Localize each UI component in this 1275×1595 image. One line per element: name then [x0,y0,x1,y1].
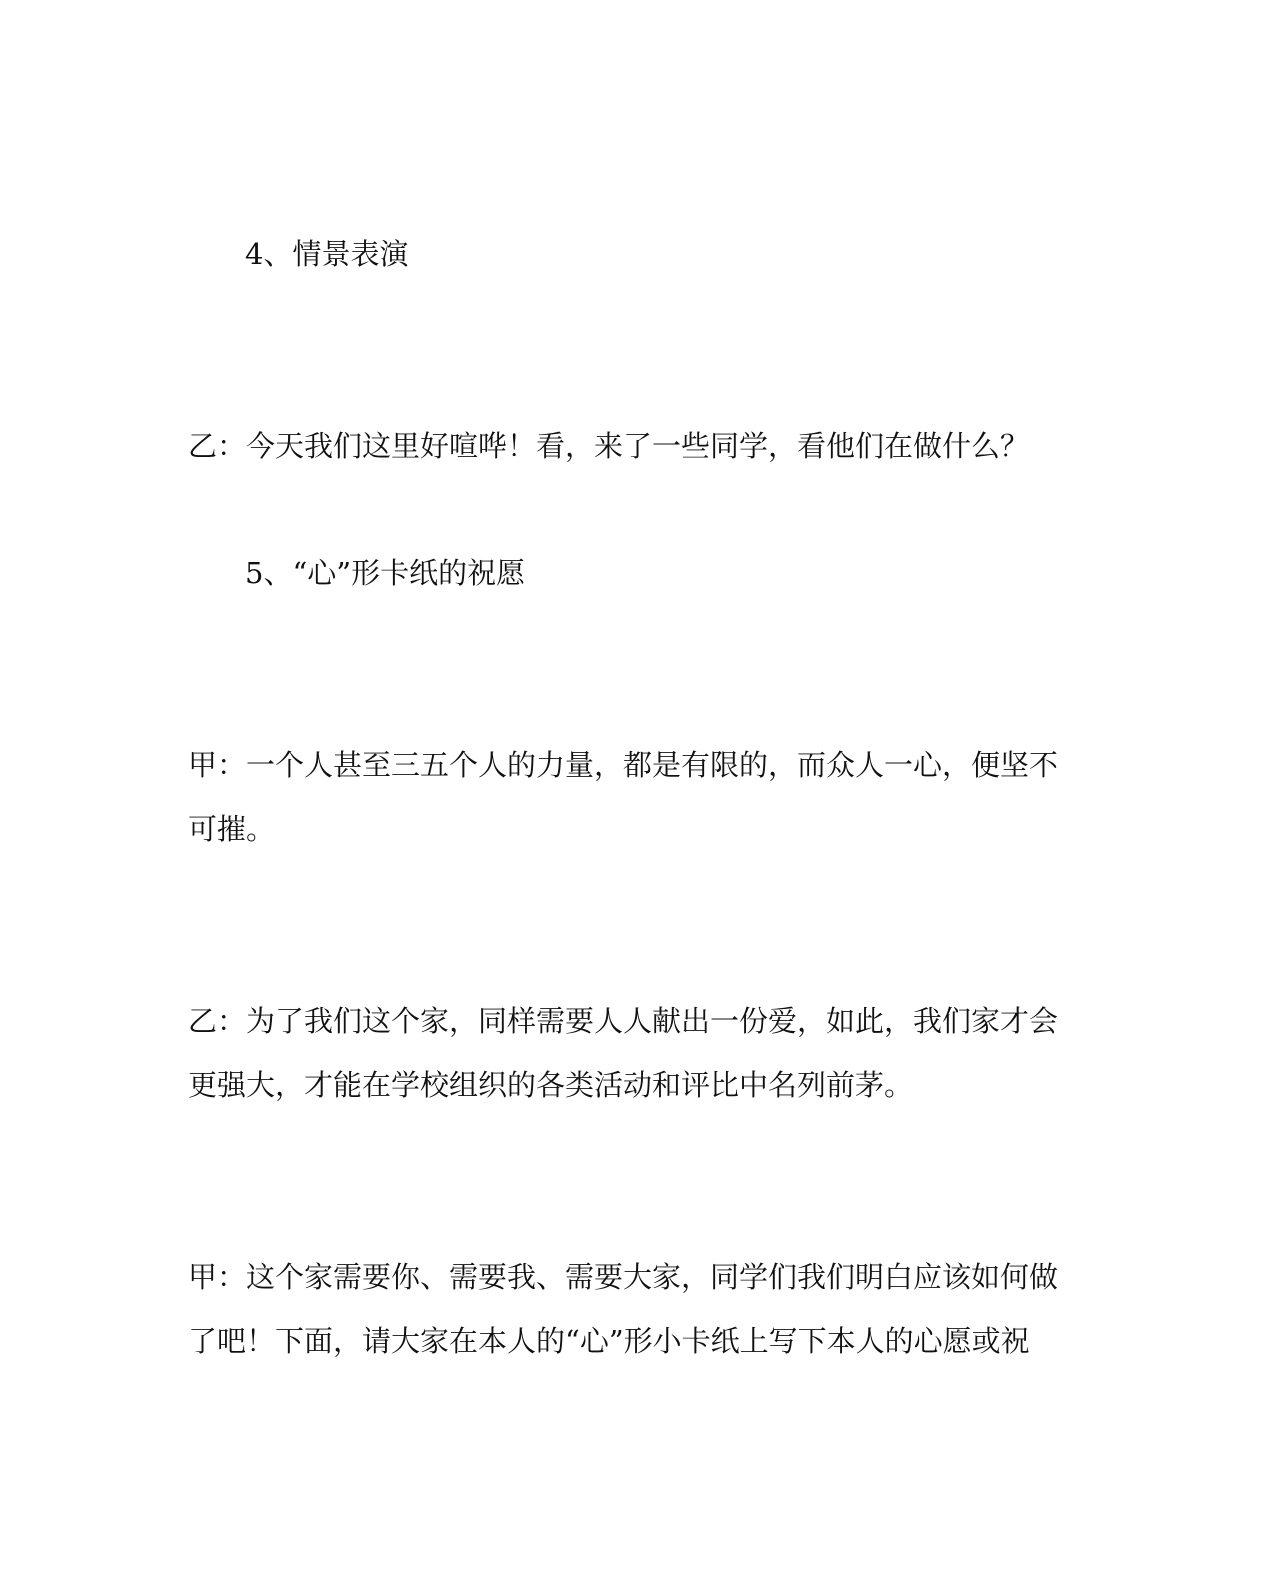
dialogue-line-jia-2b: 了吧！下面，请大家在本人的“心”形小卡纸上写下本人的心愿或祝 [188,1324,1030,1358]
section-heading-4: 4、情景表演 [245,237,409,271]
dialogue-line-jia-1a: 甲：一个人甚至三五个人的力量，都是有限的，而众人一心，便坚不 [188,748,1059,782]
dialogue-line-yi-1: 乙：今天我们这里好喧哗！看，来了一些同学，看他们在做什么？ [188,429,1030,463]
dialogue-line-yi-2b: 更强大，才能在学校组织的各类活动和评比中名列前茅。 [188,1068,914,1102]
dialogue-line-jia-1b: 可摧。 [188,812,276,846]
dialogue-line-jia-2a: 甲：这个家需要你、需要我、需要大家，同学们我们明白应该如何做 [188,1260,1059,1294]
section-heading-5: 5、“心”形卡纸的祝愿 [245,556,526,590]
dialogue-line-yi-2a: 乙：为了我们这个家，同样需要人人献出一份爱，如此，我们家才会 [188,1004,1059,1038]
